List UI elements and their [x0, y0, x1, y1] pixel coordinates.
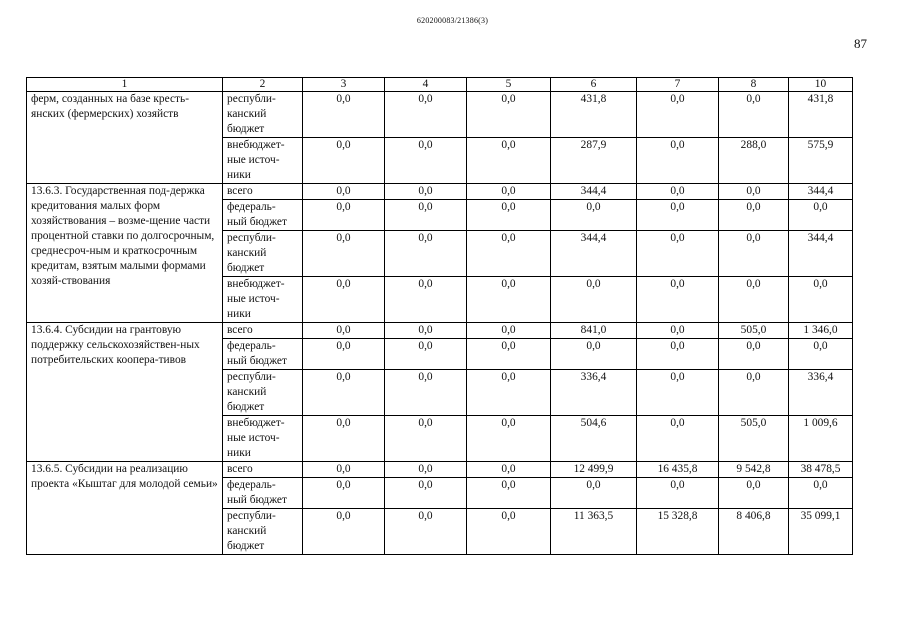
value-cell: 0,0 [719, 370, 789, 416]
value-cell: 0,0 [719, 184, 789, 200]
value-cell: 0,0 [467, 370, 551, 416]
value-cell: 431,8 [789, 92, 853, 138]
value-cell: 344,4 [789, 184, 853, 200]
column-header: 5 [467, 78, 551, 92]
funding-source: всего [223, 323, 303, 339]
value-cell: 0,0 [303, 509, 385, 555]
value-cell: 0,0 [467, 323, 551, 339]
value-cell: 0,0 [303, 231, 385, 277]
value-cell: 0,0 [467, 200, 551, 231]
funding-source: внебюджет- ные источ- ники [223, 138, 303, 184]
value-cell: 12 499,9 [551, 462, 637, 478]
value-cell: 505,0 [719, 416, 789, 462]
value-cell: 0,0 [719, 277, 789, 323]
value-cell: 0,0 [385, 339, 467, 370]
funding-source: республи- канский бюджет [223, 231, 303, 277]
value-cell: 0,0 [385, 370, 467, 416]
value-cell: 0,0 [303, 200, 385, 231]
value-cell: 0,0 [385, 509, 467, 555]
value-cell: 288,0 [719, 138, 789, 184]
value-cell: 0,0 [385, 277, 467, 323]
funding-source: республи- канский бюджет [223, 92, 303, 138]
value-cell: 0,0 [551, 339, 637, 370]
value-cell: 0,0 [385, 462, 467, 478]
program-item-title: 13.6.3. Государственная под-держка кредитования малых форм хозяйствования – возме-щение части процентной ставки по долгосрочным, среднесроч-ным и краткосрочным кредитам, взятым малыми формами хозяй-ствования [27, 184, 223, 323]
value-cell: 0,0 [385, 184, 467, 200]
value-cell: 35 099,1 [789, 509, 853, 555]
budget-table [26, 77, 853, 555]
column-header: 3 [303, 78, 385, 92]
value-cell: 0,0 [637, 184, 719, 200]
value-cell: 0,0 [467, 92, 551, 138]
value-cell: 0,0 [467, 231, 551, 277]
value-cell: 0,0 [637, 339, 719, 370]
column-header: 4 [385, 78, 467, 92]
value-cell: 0,0 [385, 478, 467, 509]
value-cell: 0,0 [467, 339, 551, 370]
value-cell: 575,9 [789, 138, 853, 184]
table-row [27, 323, 853, 339]
value-cell: 0,0 [637, 231, 719, 277]
value-cell: 0,0 [719, 231, 789, 277]
column-header: 10 [789, 78, 853, 92]
value-cell: 0,0 [789, 200, 853, 231]
value-cell: 344,4 [789, 231, 853, 277]
value-cell: 0,0 [303, 416, 385, 462]
value-cell: 0,0 [303, 277, 385, 323]
value-cell: 0,0 [719, 339, 789, 370]
document-id: 620200083/21386(3) [416, 16, 489, 25]
value-cell: 0,0 [467, 509, 551, 555]
value-cell: 0,0 [467, 416, 551, 462]
value-cell: 0,0 [719, 200, 789, 231]
funding-source: всего [223, 462, 303, 478]
value-cell: 0,0 [385, 323, 467, 339]
value-cell: 0,0 [637, 478, 719, 509]
funding-source: федераль- ный бюджет [223, 478, 303, 509]
funding-source: республи- канский бюджет [223, 509, 303, 555]
value-cell: 0,0 [637, 138, 719, 184]
value-cell: 0,0 [637, 277, 719, 323]
value-cell: 0,0 [789, 277, 853, 323]
table-row [27, 462, 853, 478]
column-header: 8 [719, 78, 789, 92]
funding-source: всего [223, 184, 303, 200]
page-number: 87 [854, 36, 867, 51]
value-cell: 336,4 [789, 370, 853, 416]
value-cell: 0,0 [719, 478, 789, 509]
value-cell: 0,0 [467, 138, 551, 184]
program-item-title: 13.6.5. Субсидии на реализацию проекта «Кыштаг для молодой семьи» [27, 462, 223, 555]
value-cell: 0,0 [637, 323, 719, 339]
value-cell: 0,0 [637, 200, 719, 231]
value-cell: 9 542,8 [719, 462, 789, 478]
value-cell: 0,0 [467, 277, 551, 323]
value-cell: 0,0 [551, 277, 637, 323]
funding-source: внебюджет- ные источ- ники [223, 416, 303, 462]
value-cell: 841,0 [551, 323, 637, 339]
value-cell: 0,0 [637, 370, 719, 416]
column-header: 7 [637, 78, 719, 92]
funding-source: федераль- ный бюджет [223, 200, 303, 231]
value-cell: 38 478,5 [789, 462, 853, 478]
funding-source: республи- канский бюджет [223, 370, 303, 416]
value-cell: 0,0 [303, 92, 385, 138]
value-cell: 0,0 [467, 478, 551, 509]
value-cell: 8 406,8 [719, 509, 789, 555]
value-cell: 0,0 [385, 200, 467, 231]
value-cell: 0,0 [789, 478, 853, 509]
funding-source: федераль- ный бюджет [223, 339, 303, 370]
value-cell: 0,0 [303, 370, 385, 416]
value-cell: 1 009,6 [789, 416, 853, 462]
column-header: 1 [27, 78, 223, 92]
value-cell: 344,4 [551, 231, 637, 277]
value-cell: 287,9 [551, 138, 637, 184]
program-item-title: 13.6.4. Субсидии на грантовую поддержку сельскохозяйствен-ных потребительских коопера-тивов [27, 323, 223, 462]
value-cell: 0,0 [303, 323, 385, 339]
value-cell: 504,6 [551, 416, 637, 462]
value-cell: 0,0 [551, 200, 637, 231]
column-header: 2 [223, 78, 303, 92]
value-cell: 0,0 [637, 92, 719, 138]
value-cell: 0,0 [385, 92, 467, 138]
value-cell: 15 328,8 [637, 509, 719, 555]
value-cell: 505,0 [719, 323, 789, 339]
value-cell: 431,8 [551, 92, 637, 138]
table-row [27, 184, 853, 200]
value-cell: 11 363,5 [551, 509, 637, 555]
value-cell: 0,0 [467, 184, 551, 200]
value-cell: 0,0 [637, 416, 719, 462]
value-cell: 0,0 [719, 92, 789, 138]
column-header: 6 [551, 78, 637, 92]
value-cell: 0,0 [385, 231, 467, 277]
value-cell: 0,0 [467, 462, 551, 478]
value-cell: 0,0 [303, 184, 385, 200]
value-cell: 0,0 [303, 462, 385, 478]
program-item-title: ферм, созданных на базе кресть-янских (фермерских) хозяйств [27, 92, 223, 184]
value-cell: 0,0 [789, 339, 853, 370]
value-cell: 1 346,0 [789, 323, 853, 339]
value-cell: 0,0 [385, 138, 467, 184]
value-cell: 336,4 [551, 370, 637, 416]
value-cell: 0,0 [551, 478, 637, 509]
value-cell: 16 435,8 [637, 462, 719, 478]
value-cell: 0,0 [303, 339, 385, 370]
value-cell: 0,0 [303, 138, 385, 184]
funding-source: внебюджет- ные источ- ники [223, 277, 303, 323]
table-row [27, 92, 853, 138]
header-row [27, 78, 853, 92]
value-cell: 344,4 [551, 184, 637, 200]
value-cell: 0,0 [303, 478, 385, 509]
value-cell: 0,0 [385, 416, 467, 462]
